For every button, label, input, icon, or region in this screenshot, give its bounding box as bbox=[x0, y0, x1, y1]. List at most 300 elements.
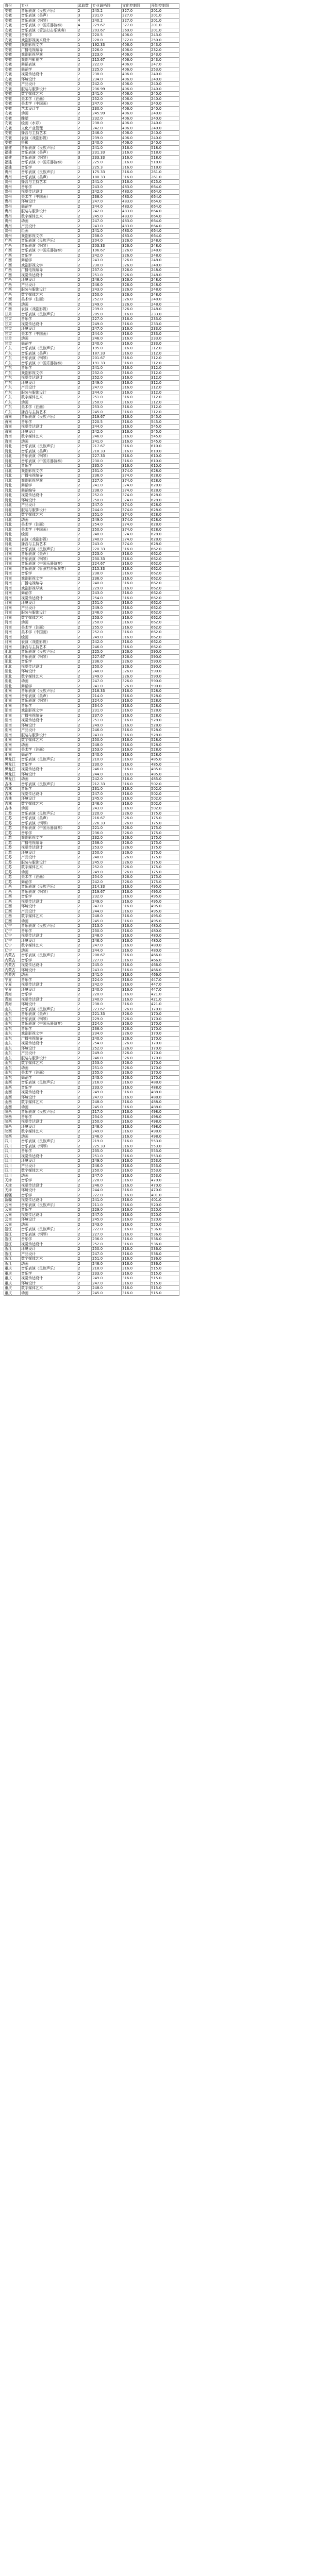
cell-major: 播音与主持艺术 bbox=[21, 131, 77, 136]
cell-admitted-count: 2 bbox=[77, 640, 92, 645]
cell-major: 环境设计 bbox=[21, 1188, 77, 1193]
cell-province: 江西 bbox=[4, 914, 21, 919]
cell-culture-line: 483.0 bbox=[122, 229, 151, 234]
cell-major-cutoff: 249.0 bbox=[92, 1276, 122, 1281]
cell-admitted-count: 2 bbox=[77, 928, 92, 934]
cell-culture-line: 374.0 bbox=[122, 532, 151, 537]
table-row bbox=[4, 287, 179, 293]
cell-province: 贵州 bbox=[4, 199, 21, 205]
cell-major-cutoff: 252.0 bbox=[92, 376, 122, 381]
cell-major-cutoff: 235.0 bbox=[92, 464, 122, 469]
cell-culture-line: 374.0 bbox=[122, 513, 151, 518]
cell-province: 河南 bbox=[4, 615, 21, 620]
cell-culture-line: 316.0 bbox=[122, 1227, 151, 1232]
table-row bbox=[4, 307, 179, 312]
cell-prelim-line: 545.0 bbox=[151, 415, 179, 420]
cell-culture-line: 483.0 bbox=[122, 199, 151, 205]
cell-major-cutoff: 242.0 bbox=[92, 209, 122, 214]
cell-prelim-line: 170.0 bbox=[151, 1046, 179, 1051]
cell-province: 重庆 bbox=[4, 1286, 21, 1291]
cell-prelim-line: 664.0 bbox=[151, 194, 179, 199]
table-row bbox=[4, 894, 179, 900]
cell-culture-line: 326.0 bbox=[122, 845, 151, 851]
table-row bbox=[4, 879, 179, 885]
cell-prelim-line: 528.0 bbox=[151, 738, 179, 743]
cell-major-cutoff: 191.33 bbox=[92, 361, 122, 366]
cell-culture-line: 316.0 bbox=[122, 791, 151, 796]
cell-culture-line: 316.0 bbox=[122, 1163, 151, 1168]
cell-prelim-line: 495.0 bbox=[151, 889, 179, 894]
cell-prelim-line: 536.0 bbox=[151, 1261, 179, 1266]
cell-major: 音乐表演（钢琴） bbox=[21, 654, 77, 659]
cell-admitted-count: 2 bbox=[77, 566, 92, 571]
cell-culture-line: 316.0 bbox=[122, 312, 151, 317]
cell-prelim-line: 312.0 bbox=[151, 356, 179, 361]
table-row bbox=[4, 713, 179, 718]
cell-culture-line: 483.0 bbox=[122, 194, 151, 199]
cell-culture-line: 316.0 bbox=[122, 977, 151, 982]
cell-major-cutoff: 212.33 bbox=[92, 782, 122, 787]
cell-admitted-count: 2 bbox=[77, 879, 92, 885]
table-row bbox=[4, 258, 179, 263]
table-row bbox=[4, 654, 179, 659]
table-row bbox=[4, 1124, 179, 1129]
cell-major: 音乐学 bbox=[21, 977, 77, 982]
cell-prelim-line: 495.0 bbox=[151, 919, 179, 924]
cell-major-cutoff: 231.0 bbox=[92, 468, 122, 473]
cell-province: 浙江 bbox=[4, 1261, 21, 1266]
cell-province: 湖北 bbox=[4, 654, 21, 659]
cell-major-cutoff: 254.0 bbox=[92, 596, 122, 601]
cell-major: 产品设计 bbox=[21, 282, 77, 287]
cell-province: 山东 bbox=[4, 1016, 21, 1022]
table-row bbox=[4, 571, 179, 577]
table-row bbox=[4, 615, 179, 620]
cell-culture-line: 326.0 bbox=[122, 684, 151, 689]
cell-prelim-line: 243.0 bbox=[151, 43, 179, 48]
cell-culture-line: 483.0 bbox=[122, 224, 151, 229]
table-row bbox=[4, 141, 179, 146]
cell-major: 音乐表演（民族声乐） bbox=[21, 239, 77, 244]
cell-major-cutoff: 236.0 bbox=[92, 576, 122, 581]
cell-major-cutoff: 240.0 bbox=[92, 581, 122, 586]
cell-major-cutoff: 210.0 bbox=[92, 757, 122, 762]
table-row bbox=[4, 679, 179, 684]
cell-prelim-line: 662.0 bbox=[151, 640, 179, 645]
cell-culture-line: 316.0 bbox=[122, 366, 151, 371]
cell-major: 美术学（油画） bbox=[21, 625, 77, 630]
cell-culture-line: 316.0 bbox=[122, 1124, 151, 1129]
table-row bbox=[4, 723, 179, 728]
cell-culture-line: 406.0 bbox=[122, 111, 151, 116]
cell-major: 动画 bbox=[21, 219, 77, 224]
cell-major: 动画 bbox=[21, 679, 77, 684]
cell-major-cutoff: 237.0 bbox=[92, 713, 122, 718]
cell-culture-line: 316.0 bbox=[122, 370, 151, 376]
cell-province: 江苏 bbox=[4, 860, 21, 865]
cell-prelim-line: 495.0 bbox=[151, 899, 179, 904]
cell-province: 河南 bbox=[4, 586, 21, 591]
cell-culture-line: 316.0 bbox=[122, 796, 151, 802]
table-row bbox=[4, 796, 179, 802]
cell-admitted-count: 2 bbox=[77, 1251, 92, 1257]
cell-admitted-count: 4 bbox=[77, 23, 92, 28]
table-row bbox=[4, 282, 179, 287]
cell-province: 河北 bbox=[4, 522, 21, 528]
cell-major-cutoff: 241.0 bbox=[92, 439, 122, 444]
cell-major-cutoff: 225.33 bbox=[92, 1144, 122, 1149]
cell-province: 辽宁 bbox=[4, 938, 21, 943]
cell-prelim-line: 170.0 bbox=[151, 1022, 179, 1027]
cell-admitted-count: 2 bbox=[77, 1222, 92, 1227]
cell-major: 音乐表演（民族声乐） bbox=[21, 782, 77, 787]
table-row bbox=[4, 434, 179, 439]
cell-major: 戏剧与影视学 bbox=[21, 57, 77, 62]
cell-province: 河北 bbox=[4, 542, 21, 547]
cell-major: 视觉传达设计 bbox=[21, 1041, 77, 1046]
cell-admitted-count: 2 bbox=[77, 562, 92, 567]
cell-province: 重庆 bbox=[4, 1291, 21, 1296]
cell-admitted-count: 2 bbox=[77, 229, 92, 234]
cell-admitted-count: 2 bbox=[77, 875, 92, 880]
table-row bbox=[4, 767, 179, 772]
cell-province: 海南 bbox=[4, 419, 21, 425]
cell-major-cutoff: 205.0 bbox=[92, 312, 122, 317]
cell-culture-line: 316.0 bbox=[122, 640, 151, 645]
table-row bbox=[4, 542, 179, 547]
cell-major-cutoff: 219.0 bbox=[92, 1139, 122, 1144]
cell-admitted-count: 2 bbox=[77, 1100, 92, 1105]
cell-culture-line: 316.0 bbox=[122, 429, 151, 434]
cell-prelim-line: 447.0 bbox=[151, 977, 179, 982]
table-row bbox=[4, 728, 179, 733]
cell-admitted-count: 2 bbox=[77, 796, 92, 802]
cell-major: 环境设计 bbox=[21, 938, 77, 943]
cell-major-cutoff: 226.0 bbox=[92, 47, 122, 53]
cell-culture-line: 316.0 bbox=[122, 1257, 151, 1262]
cell-province: 广东 bbox=[4, 370, 21, 376]
table-row bbox=[4, 454, 179, 459]
cell-province: 浙江 bbox=[4, 1257, 21, 1262]
cell-major-cutoff: 245.0 bbox=[92, 1291, 122, 1296]
cell-province: 海南 bbox=[4, 439, 21, 444]
cell-province: 陕西 bbox=[4, 1114, 21, 1120]
cell-admitted-count: 2 bbox=[77, 684, 92, 689]
cell-major: 环境设计 bbox=[21, 1095, 77, 1100]
cell-major-cutoff: 220.0 bbox=[92, 992, 122, 997]
cell-major-cutoff: 247.0 bbox=[92, 1251, 122, 1257]
table-row bbox=[4, 209, 179, 214]
cell-major: 音乐表演（中国乐器演奏） bbox=[21, 160, 77, 165]
table-row bbox=[4, 870, 179, 875]
cell-culture-line: 326.0 bbox=[122, 1051, 151, 1056]
cell-province: 安徽 bbox=[4, 141, 21, 146]
cell-admitted-count: 3 bbox=[77, 155, 92, 160]
table-row bbox=[4, 1144, 179, 1149]
cell-admitted-count: 2 bbox=[77, 121, 92, 126]
table-row bbox=[4, 1202, 179, 1208]
table-row bbox=[4, 126, 179, 131]
cell-admitted-count: 2 bbox=[77, 493, 92, 498]
cell-admitted-count: 2 bbox=[77, 1051, 92, 1056]
table-row bbox=[4, 62, 179, 67]
table-row bbox=[4, 331, 179, 336]
cell-major-cutoff: 233.33 bbox=[92, 155, 122, 160]
cell-major-cutoff: 245.2 bbox=[92, 8, 122, 13]
cell-province: 吉林 bbox=[4, 806, 21, 811]
cell-prelim-line: 545.0 bbox=[151, 429, 179, 434]
cell-major: 服装与服饰设计 bbox=[21, 860, 77, 865]
cell-major-cutoff: 243.0 bbox=[92, 258, 122, 263]
cell-major-cutoff: 241.0 bbox=[92, 145, 122, 150]
cell-province: 吉林 bbox=[4, 787, 21, 792]
table-row bbox=[4, 116, 179, 121]
cell-major-cutoff: 222.0 bbox=[92, 1193, 122, 1198]
cell-major-cutoff: 229.67 bbox=[92, 23, 122, 28]
cell-province: 新疆 bbox=[4, 1193, 21, 1198]
cell-major-cutoff: 196.67 bbox=[92, 248, 122, 253]
table-row bbox=[4, 840, 179, 845]
cell-major: 数字媒体艺术 bbox=[21, 1168, 77, 1174]
cell-admitted-count: 2 bbox=[77, 635, 92, 640]
cell-major-cutoff: 233.0 bbox=[92, 1085, 122, 1090]
cell-major-cutoff: 249.0 bbox=[92, 1129, 122, 1134]
cell-admitted-count: 2 bbox=[77, 982, 92, 988]
cell-major: 音乐学 bbox=[21, 1271, 77, 1276]
cell-admitted-count: 2 bbox=[77, 356, 92, 361]
table-row bbox=[4, 410, 179, 415]
table-row bbox=[4, 733, 179, 738]
cell-major-cutoff: 216.0 bbox=[92, 1080, 122, 1086]
cell-major-cutoff: 208.67 bbox=[92, 953, 122, 958]
table-header-row bbox=[4, 4, 179, 9]
cell-culture-line: 316.0 bbox=[122, 150, 151, 156]
cell-major: 音乐学 bbox=[21, 165, 77, 170]
cell-admitted-count: 2 bbox=[77, 1281, 92, 1286]
table-row bbox=[4, 782, 179, 787]
cell-admitted-count: 2 bbox=[77, 611, 92, 616]
cell-province: 内蒙古 bbox=[4, 953, 21, 958]
cell-province: 河北 bbox=[4, 473, 21, 479]
table-row bbox=[4, 1173, 179, 1178]
cell-major-cutoff: 250.0 bbox=[92, 1168, 122, 1174]
cell-major: 环境设计 bbox=[21, 1159, 77, 1164]
cell-prelim-line: 175.0 bbox=[151, 875, 179, 880]
cell-major: 产品设计 bbox=[21, 605, 77, 611]
cell-admitted-count: 2 bbox=[77, 909, 92, 914]
cell-province: 江苏 bbox=[4, 816, 21, 821]
cell-major-cutoff: 223.0 bbox=[92, 53, 122, 58]
cell-major-cutoff: 236.0 bbox=[92, 831, 122, 836]
cell-prelim-line: 628.0 bbox=[151, 503, 179, 508]
cell-major: 音乐表演（民族声乐） bbox=[21, 1266, 77, 1272]
cell-admitted-count: 2 bbox=[77, 62, 92, 67]
cell-culture-line: 326.0 bbox=[122, 850, 151, 855]
cell-major-cutoff: 247.0 bbox=[92, 385, 122, 391]
cell-culture-line: 326.0 bbox=[122, 287, 151, 293]
cell-prelim-line: 518.0 bbox=[151, 160, 179, 165]
cell-prelim-line: 248.0 bbox=[151, 248, 179, 253]
cell-major: 表演（戏剧影视） bbox=[21, 307, 77, 312]
cell-major-cutoff: 245.0 bbox=[92, 410, 122, 415]
cell-admitted-count: 2 bbox=[77, 1061, 92, 1066]
cell-major-cutoff: 247.0 bbox=[92, 199, 122, 205]
cell-major: 动画 bbox=[21, 1105, 77, 1110]
cell-culture-line: 316.0 bbox=[122, 615, 151, 620]
cell-major: 音乐表演（美声） bbox=[21, 552, 77, 557]
cell-admitted-count: 2 bbox=[77, 449, 92, 454]
header-culture-line: 文化控制线 bbox=[122, 4, 151, 9]
cell-major-cutoff: 220.0 bbox=[92, 811, 122, 816]
cell-prelim-line: 518.0 bbox=[151, 165, 179, 170]
cell-admitted-count: 2 bbox=[77, 464, 92, 469]
cell-major: 音乐学 bbox=[21, 762, 77, 767]
cell-culture-line: 327.0 bbox=[122, 23, 151, 28]
cell-culture-line: 316.0 bbox=[122, 723, 151, 728]
cell-province: 安徽 bbox=[4, 53, 21, 58]
cell-prelim-line: 664.0 bbox=[151, 209, 179, 214]
cell-prelim-line: 662.0 bbox=[151, 620, 179, 625]
cell-major: 视觉传达设计 bbox=[21, 72, 77, 77]
cell-culture-line: 316.0 bbox=[122, 899, 151, 904]
cell-admitted-count: 2 bbox=[77, 772, 92, 777]
cell-prelim-line: 536.0 bbox=[151, 1232, 179, 1237]
cell-province: 广西 bbox=[4, 273, 21, 278]
cell-admitted-count: 2 bbox=[77, 934, 92, 939]
table-row bbox=[4, 684, 179, 689]
cell-prelim-line: 488.0 bbox=[151, 1090, 179, 1095]
cell-culture-line: 316.0 bbox=[122, 787, 151, 792]
cell-admitted-count: 2 bbox=[77, 160, 92, 165]
cell-culture-line: 316.0 bbox=[122, 1198, 151, 1203]
cell-prelim-line: 664.0 bbox=[151, 199, 179, 205]
table-row bbox=[4, 1251, 179, 1257]
cell-prelim-line: 553.0 bbox=[151, 1154, 179, 1159]
cell-admitted-count: 2 bbox=[77, 282, 92, 287]
cell-province: 陕西 bbox=[4, 1124, 21, 1129]
cell-major-cutoff: 242.0 bbox=[92, 879, 122, 885]
cell-prelim-line: 498.0 bbox=[151, 1114, 179, 1120]
cell-culture-line: 316.0 bbox=[122, 145, 151, 150]
cell-culture-line: 316.0 bbox=[122, 1100, 151, 1105]
cell-major: 数字媒体艺术 bbox=[21, 1286, 77, 1291]
cell-major: 环境设计 bbox=[21, 278, 77, 283]
cell-culture-line: 316.0 bbox=[122, 713, 151, 718]
cell-culture-line: 483.0 bbox=[122, 233, 151, 239]
cell-prelim-line: 421.0 bbox=[151, 992, 179, 997]
cell-prelim-line: 664.0 bbox=[151, 204, 179, 209]
cell-culture-line: 316.0 bbox=[122, 752, 151, 757]
table-row bbox=[4, 312, 179, 317]
cell-prelim-line: 664.0 bbox=[151, 214, 179, 219]
cell-major-cutoff: 246.0 bbox=[92, 801, 122, 806]
cell-major-cutoff: 244.0 bbox=[92, 507, 122, 513]
cell-culture-line: 374.0 bbox=[122, 527, 151, 532]
table-row bbox=[4, 1110, 179, 1115]
cell-prelim-line: 175.0 bbox=[151, 826, 179, 831]
cell-province: 安徽 bbox=[4, 28, 21, 33]
cell-province: 广东 bbox=[4, 380, 21, 385]
cell-prelim-line: 553.0 bbox=[151, 1168, 179, 1174]
cell-major-cutoff: 246.0 bbox=[92, 645, 122, 650]
cell-culture-line: 316.0 bbox=[122, 1261, 151, 1266]
cell-admitted-count: 2 bbox=[77, 1007, 92, 1012]
cell-province: 湖南 bbox=[4, 718, 21, 723]
cell-admitted-count: 2 bbox=[77, 1056, 92, 1061]
table-row bbox=[4, 821, 179, 826]
cell-admitted-count: 2 bbox=[77, 184, 92, 190]
cell-prelim-line: 528.0 bbox=[151, 748, 179, 753]
cell-admitted-count: 2 bbox=[77, 175, 92, 180]
cell-major-cutoff: 249.0 bbox=[92, 321, 122, 327]
table-row bbox=[4, 1075, 179, 1080]
table-row bbox=[4, 1154, 179, 1159]
cell-admitted-count: 2 bbox=[77, 1134, 92, 1139]
cell-province: 贵州 bbox=[4, 194, 21, 199]
cell-major-cutoff: 253.0 bbox=[92, 405, 122, 410]
table-row bbox=[4, 693, 179, 699]
cell-admitted-count: 2 bbox=[77, 713, 92, 718]
cell-prelim-line: 485.0 bbox=[151, 767, 179, 772]
table-row bbox=[4, 165, 179, 170]
cell-prelim-line: 528.0 bbox=[151, 718, 179, 723]
cell-culture-line: 406.0 bbox=[122, 53, 151, 58]
cell-culture-line: 316.0 bbox=[122, 693, 151, 699]
cell-admitted-count: 1 bbox=[77, 165, 92, 170]
cell-major-cutoff: 248.0 bbox=[92, 1286, 122, 1291]
cell-major-cutoff: 244.0 bbox=[92, 909, 122, 914]
cell-prelim-line: 545.0 bbox=[151, 434, 179, 439]
cell-culture-line: 316.0 bbox=[122, 415, 151, 420]
cell-culture-line: 316.0 bbox=[122, 885, 151, 890]
cell-culture-line: 326.0 bbox=[122, 664, 151, 669]
cell-major: 服装与服饰设计 bbox=[21, 507, 77, 513]
cell-major: 音乐学 bbox=[21, 928, 77, 934]
table-row bbox=[4, 958, 179, 963]
cell-province: 河南 bbox=[4, 552, 21, 557]
cell-major: 美术学（中国画） bbox=[21, 527, 77, 532]
cell-prelim-line: 515.0 bbox=[151, 1276, 179, 1281]
table-row bbox=[4, 351, 179, 356]
cell-province: 云南 bbox=[4, 1217, 21, 1223]
cell-province: 四川 bbox=[4, 1173, 21, 1178]
cell-prelim-line: 248.0 bbox=[151, 287, 179, 293]
table-row bbox=[4, 527, 179, 532]
cell-province: 河北 bbox=[4, 498, 21, 503]
cell-major: 产品设计 bbox=[21, 82, 77, 87]
table-row bbox=[4, 806, 179, 811]
table-row bbox=[4, 977, 179, 982]
cell-admitted-count: 2 bbox=[77, 243, 92, 248]
cell-culture-line: 316.0 bbox=[122, 699, 151, 704]
cell-prelim-line: 248.0 bbox=[151, 307, 179, 312]
cell-province: 江西 bbox=[4, 889, 21, 894]
cell-major: 环境设计 bbox=[21, 199, 77, 205]
cell-major: 音乐表演（中国乐器演奏） bbox=[21, 23, 77, 28]
cell-admitted-count: 2 bbox=[77, 1247, 92, 1252]
cell-major: 音乐表演（民族声乐） bbox=[21, 1110, 77, 1115]
cell-major: 音乐表演（民族声乐） bbox=[21, 953, 77, 958]
cell-prelim-line: 536.0 bbox=[151, 1227, 179, 1232]
cell-admitted-count: 1 bbox=[77, 43, 92, 48]
cell-province: 安徽 bbox=[4, 62, 21, 67]
cell-prelim-line: 240.0 bbox=[151, 111, 179, 116]
cell-culture-line: 316.0 bbox=[122, 1232, 151, 1237]
cell-major-cutoff: 244.0 bbox=[92, 204, 122, 209]
cell-prelim-line: 515.0 bbox=[151, 1291, 179, 1296]
cell-admitted-count: 2 bbox=[77, 601, 92, 606]
cell-prelim-line: 553.0 bbox=[151, 1149, 179, 1154]
